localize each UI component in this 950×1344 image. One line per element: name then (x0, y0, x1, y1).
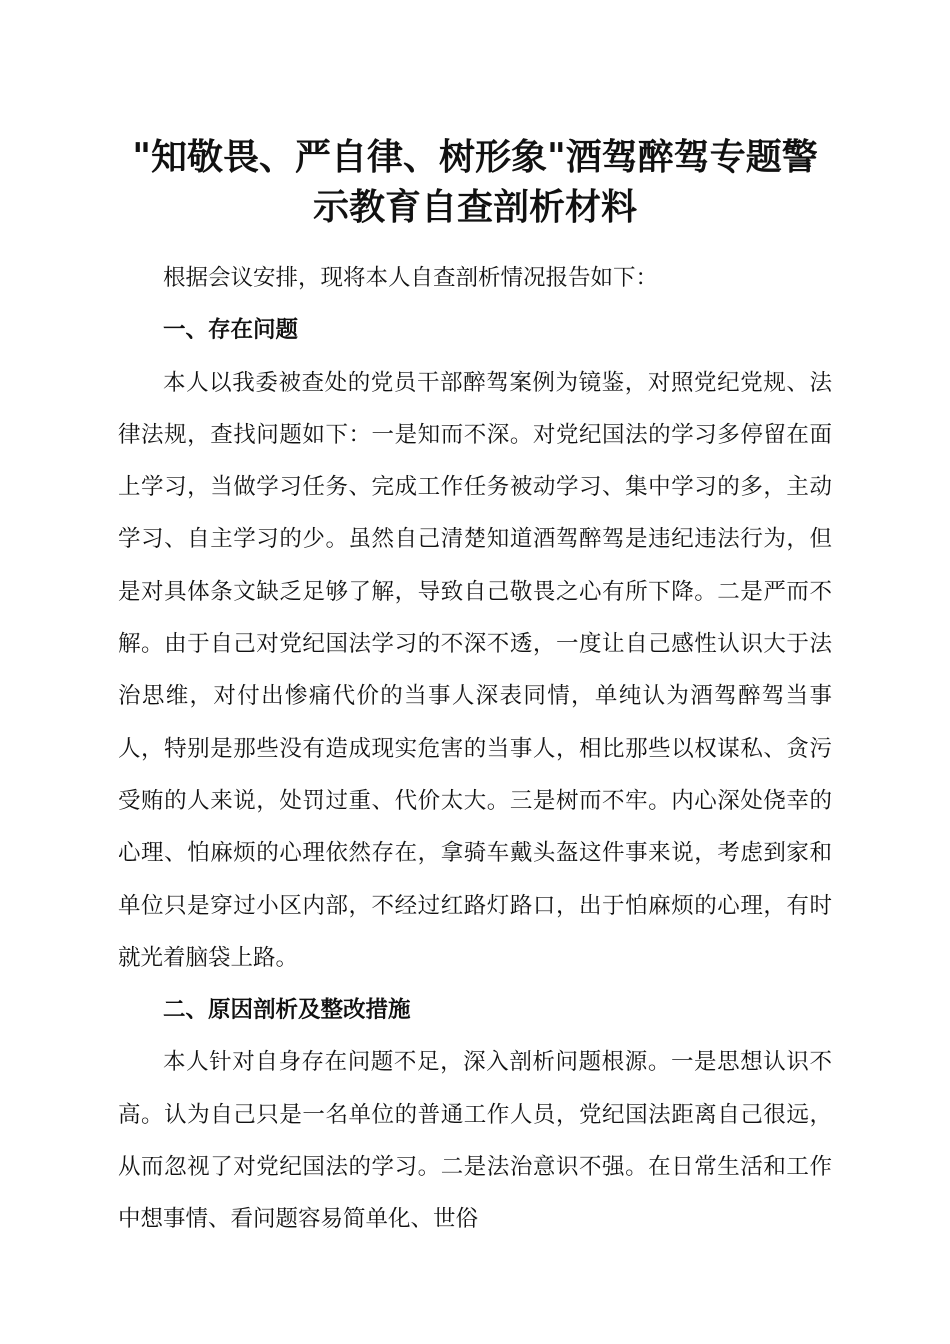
problems-paragraph: 本人以我委被查处的党员干部醉驾案例为镜鉴，对照党纪党规、法律法规，查找问题如下：一是知而不深。对党纪国法的学习多停留在面上学习，当做学习任务、完成工作任务被动学习、集中学习的多，主动学习、自主学习的少。虽然自己清楚知道酒驾醉驾是违纪违法行为，但是对具体条文缺乏足够了解，导致自己敬畏之心有所下降。二是严而不解。由于自己对党纪国法学习的不深不透，一度让自己感性认识大于法治思维，对付出惨痛代价的当事人深表同情，单纯认为酒驾醉驾当事人，特别是那些没有造成现实危害的当事人，相比那些以权谋私、贪污受贿的人来说，处罚过重、代价太大。三是树而不牢。内心深处侥幸的心理、怕麻烦的心理依然存在，拿骑车戴头盔这件事来说，考虑到家和单位只是穿过小区内部，不经过红路灯路口，出于怕麻烦的心理，有时就光着脑袋上路。 (118, 369, 832, 971)
document-title (95, 132, 855, 232)
section-heading-analysis: 二、原因剖析及整改措施 (163, 997, 411, 1024)
document-body (118, 252, 832, 1246)
analysis-paragraph: 本人针对自身存在问题不足，深入剖析问题根源。一是思想认识不高。认为自己只是一名单位的普通工作人员，党纪国法距离自己很远，从而忽视了对党纪国法的学习。二是法治意识不强。在日常生活和工作中想事情、看问题容易简单化、世俗 (118, 1049, 832, 1233)
title-line-2: 示教育自查剖析材料 (312, 186, 637, 228)
intro-paragraph: 根据会议安排，现将本人自查剖析情况报告如下： (163, 265, 659, 291)
title-line-1: "知敬畏、严自律、树形象"酒驾醉驾专题警 (132, 136, 818, 178)
section-heading-problems: 一、存在问题 (163, 317, 299, 344)
